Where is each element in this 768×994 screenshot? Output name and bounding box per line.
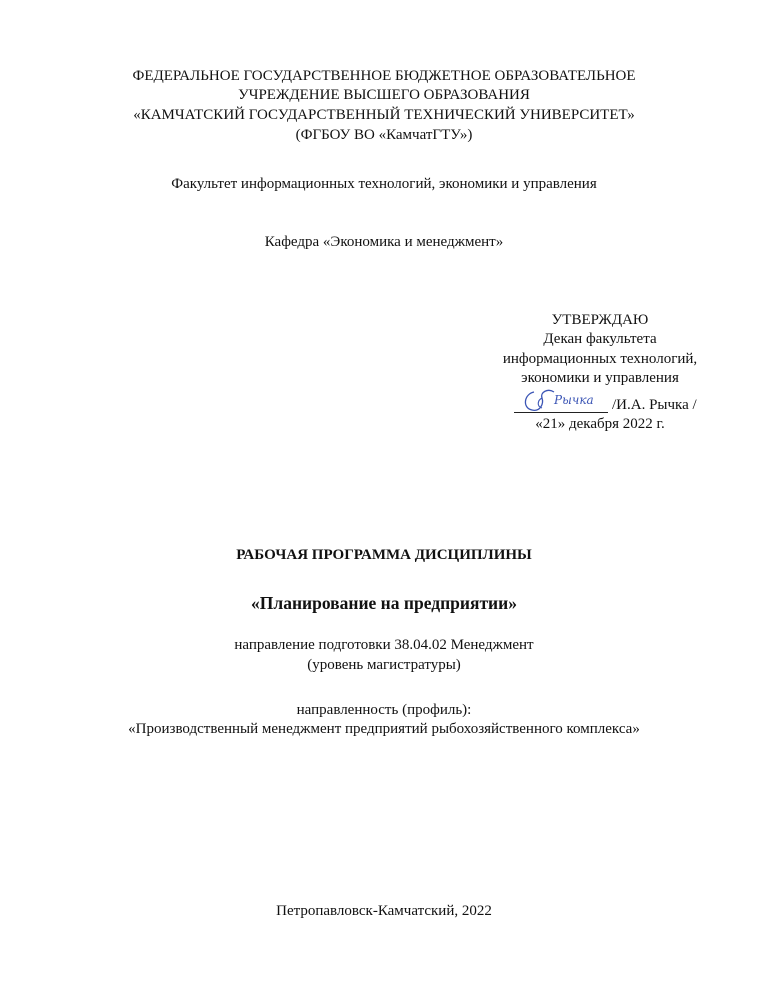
department-name: Кафедра «Экономика и менеджмент» bbox=[264, 234, 504, 250]
approval-position-line-3: экономики и управления bbox=[521, 370, 679, 386]
approval-date: «21» декабря 2022 г. bbox=[535, 416, 665, 432]
university-header-line-2: УЧРЕЖДЕНИЕ ВЫСШЕГО ОБРАЗОВАНИЯ bbox=[238, 87, 530, 103]
approval-title: УТВЕРЖДАЮ bbox=[551, 312, 649, 328]
program-heading: РАБОЧАЯ ПРОГРАММА ДИСЦИПЛИНЫ bbox=[236, 547, 532, 563]
signature-line bbox=[462, 394, 738, 416]
approval-position-line-2: информационных технологий, bbox=[502, 351, 698, 367]
signature-script: Рычка bbox=[554, 393, 594, 407]
discipline-title: «Планирование на предприятии» bbox=[251, 593, 517, 613]
handwritten-signature bbox=[520, 386, 610, 416]
study-level: (уровень магистратуры) bbox=[307, 657, 461, 673]
profile-name: «Производственный менеджмент предприятий рыбохозяйственного комплекса» bbox=[128, 721, 640, 737]
university-name: «КАМЧАТСКИЙ ГОСУДАРСТВЕННЫЙ ТЕХНИЧЕСКИЙ УНИВЕРСИТЕТ» bbox=[133, 107, 635, 123]
profile-label: направленность (профиль): bbox=[296, 702, 472, 718]
study-direction: направление подготовки 38.04.02 Менеджмент bbox=[234, 637, 534, 653]
approval-position-line-1: Декан факультета bbox=[543, 331, 657, 347]
university-abbreviation: (ФГБОУ ВО «КамчатГТУ») bbox=[295, 127, 473, 143]
signatory-name: /И.А. Рычка / bbox=[612, 397, 697, 413]
university-header-line-1: ФЕДЕРАЛЬНОЕ ГОСУДАРСТВЕННОЕ БЮДЖЕТНОЕ ОБРАЗОВАТЕЛЬНОЕ bbox=[132, 68, 636, 84]
faculty-name: Факультет информационных технологий, экономики и управления bbox=[171, 176, 597, 192]
city-year: Петропавловск-Камчатский, 2022 bbox=[276, 903, 492, 919]
